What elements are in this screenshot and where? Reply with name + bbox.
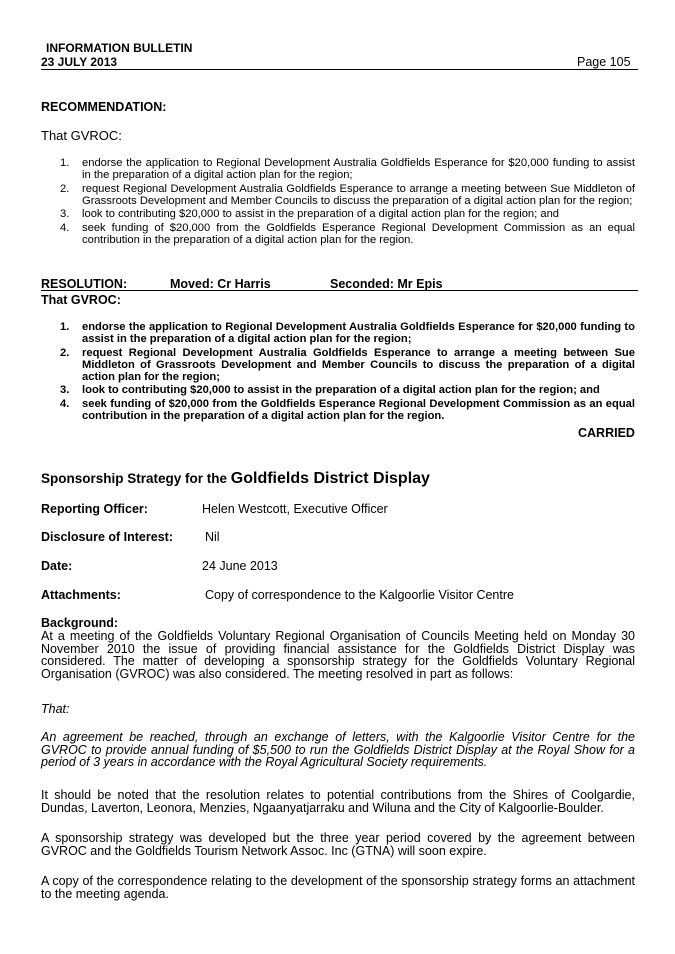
resolution-heading: RESOLUTION: (41, 277, 128, 291)
recommendation-list (41, 157, 635, 247)
list-item: 3. look to contributing $20,000 to assist in the preparation of a digital action plan for the region; and (60, 208, 560, 221)
resolution-status: CARRIED (578, 426, 635, 440)
reporting-officer-label: Reporting Officer: (41, 502, 148, 516)
date-value: 24 June 2013 (202, 559, 278, 573)
attachments-value: Copy of correspondence to the Kalgoorlie Visitor Centre (205, 588, 514, 602)
reporting-officer-value: Helen Westcott, Executive Officer (202, 502, 388, 516)
list-item: 2. request Regional Development Australia Goldfields Esperance to arrange a meeting between Sue Middleton of Grassroots Development and Member Councils to discuss the preparation of a digital action plan for the region; (60, 182, 635, 207)
resolution-intro: That GVROC: (41, 293, 121, 307)
bulletin-date: 23 JULY 2013 (41, 55, 118, 69)
background-heading: Background: (41, 616, 119, 630)
list-item: 4. seek funding of $20,000 from the Goldfields Esperance Regional Development Commission as an equal contribution in the preparation of a digital action plan for the region. (60, 397, 635, 422)
section-title: Sponsorship Strategy for the Goldfields District Display (41, 470, 430, 487)
resolution-divider (41, 290, 638, 291)
list-item: 1. endorse the application to Regional Development Australia Goldfields Esperance for $20,000 funding to assist in the preparation of a digital action plan for the region; (60, 157, 635, 182)
resolution-moved: Moved: Cr Harris (170, 277, 271, 291)
page-number: Page 105 (577, 55, 631, 69)
list-item: 4. seek funding of $20,000 from the Goldfields Esperance Regional Development Commission as an equal contribution in the preparation of a digital action plan for the region. (60, 221, 635, 246)
noted-paragraph: It should be noted that the resolution relates to potential contributions from the Shires of Coolgardie, Dundas, Laverton, Leonora, Menzies, Ngaanyatjarraku and Wiluna and the City of Kalgoorlie-Boulder. (41, 788, 635, 815)
date-label: Date: (41, 559, 73, 573)
list-item: 2. request Regional Development Australia Goldfields Esperance to arrange a meeting between Sue Middleton of Grassroots Development and Member Councils to discuss the preparation of a digital action plan for the region; (60, 346, 635, 383)
recommendation-heading: RECOMMENDATION: (41, 100, 167, 114)
disclosure-value: Nil (205, 530, 220, 544)
header-divider (41, 69, 638, 70)
list-item: 1. endorse the application to Regional Development Australia Goldfields Esperance for $20,000 funding to assist in the preparation of a digital action plan for the region; (60, 321, 635, 346)
resolution-seconded: Seconded: Mr Epis (330, 277, 443, 291)
list-item: 3. look to contributing $20,000 to assist in the preparation of a digital action plan for the region; and (60, 384, 600, 397)
strategy-paragraph: A sponsorship strategy was developed but the three year period covered by the agreement between GVROC and the Goldfields Tourism Network Assoc. Inc (GTNA) will soon expire. (41, 831, 635, 858)
copy-paragraph: A copy of the correspondence relating to the development of the sponsorship strategy forms an attachment to the meeting agenda. (41, 874, 635, 901)
background-paragraph: At a meeting of the Goldfields Voluntary Regional Organisation of Councils Meeting held on Monday 30 November 2010 the issue of providing financial assistance for the Goldfields District Display was considered. The matter of developing a sponsorship strategy for the Goldfields Voluntary Regional Organisation (GVROC) was also considered. The meeting resolved in part as follows: (41, 629, 635, 681)
bulletin-title: INFORMATION BULLETIN (46, 41, 193, 55)
that-label: That: (41, 702, 70, 716)
recommendation-intro: That GVROC: (41, 128, 122, 143)
agreement-paragraph: An agreement be reached, through an exchange of letters, with the Kalgoorlie Visitor Centre for the GVROC to provide annual funding of $5,500 to run the Goldfields District Display at the Royal Show for a period of 3 years in accordance with the Royal Agricultural Society requirements. (41, 730, 635, 769)
resolution-list (41, 321, 635, 423)
disclosure-label: Disclosure of Interest: (41, 530, 173, 544)
attachments-label: Attachments: (41, 588, 121, 602)
